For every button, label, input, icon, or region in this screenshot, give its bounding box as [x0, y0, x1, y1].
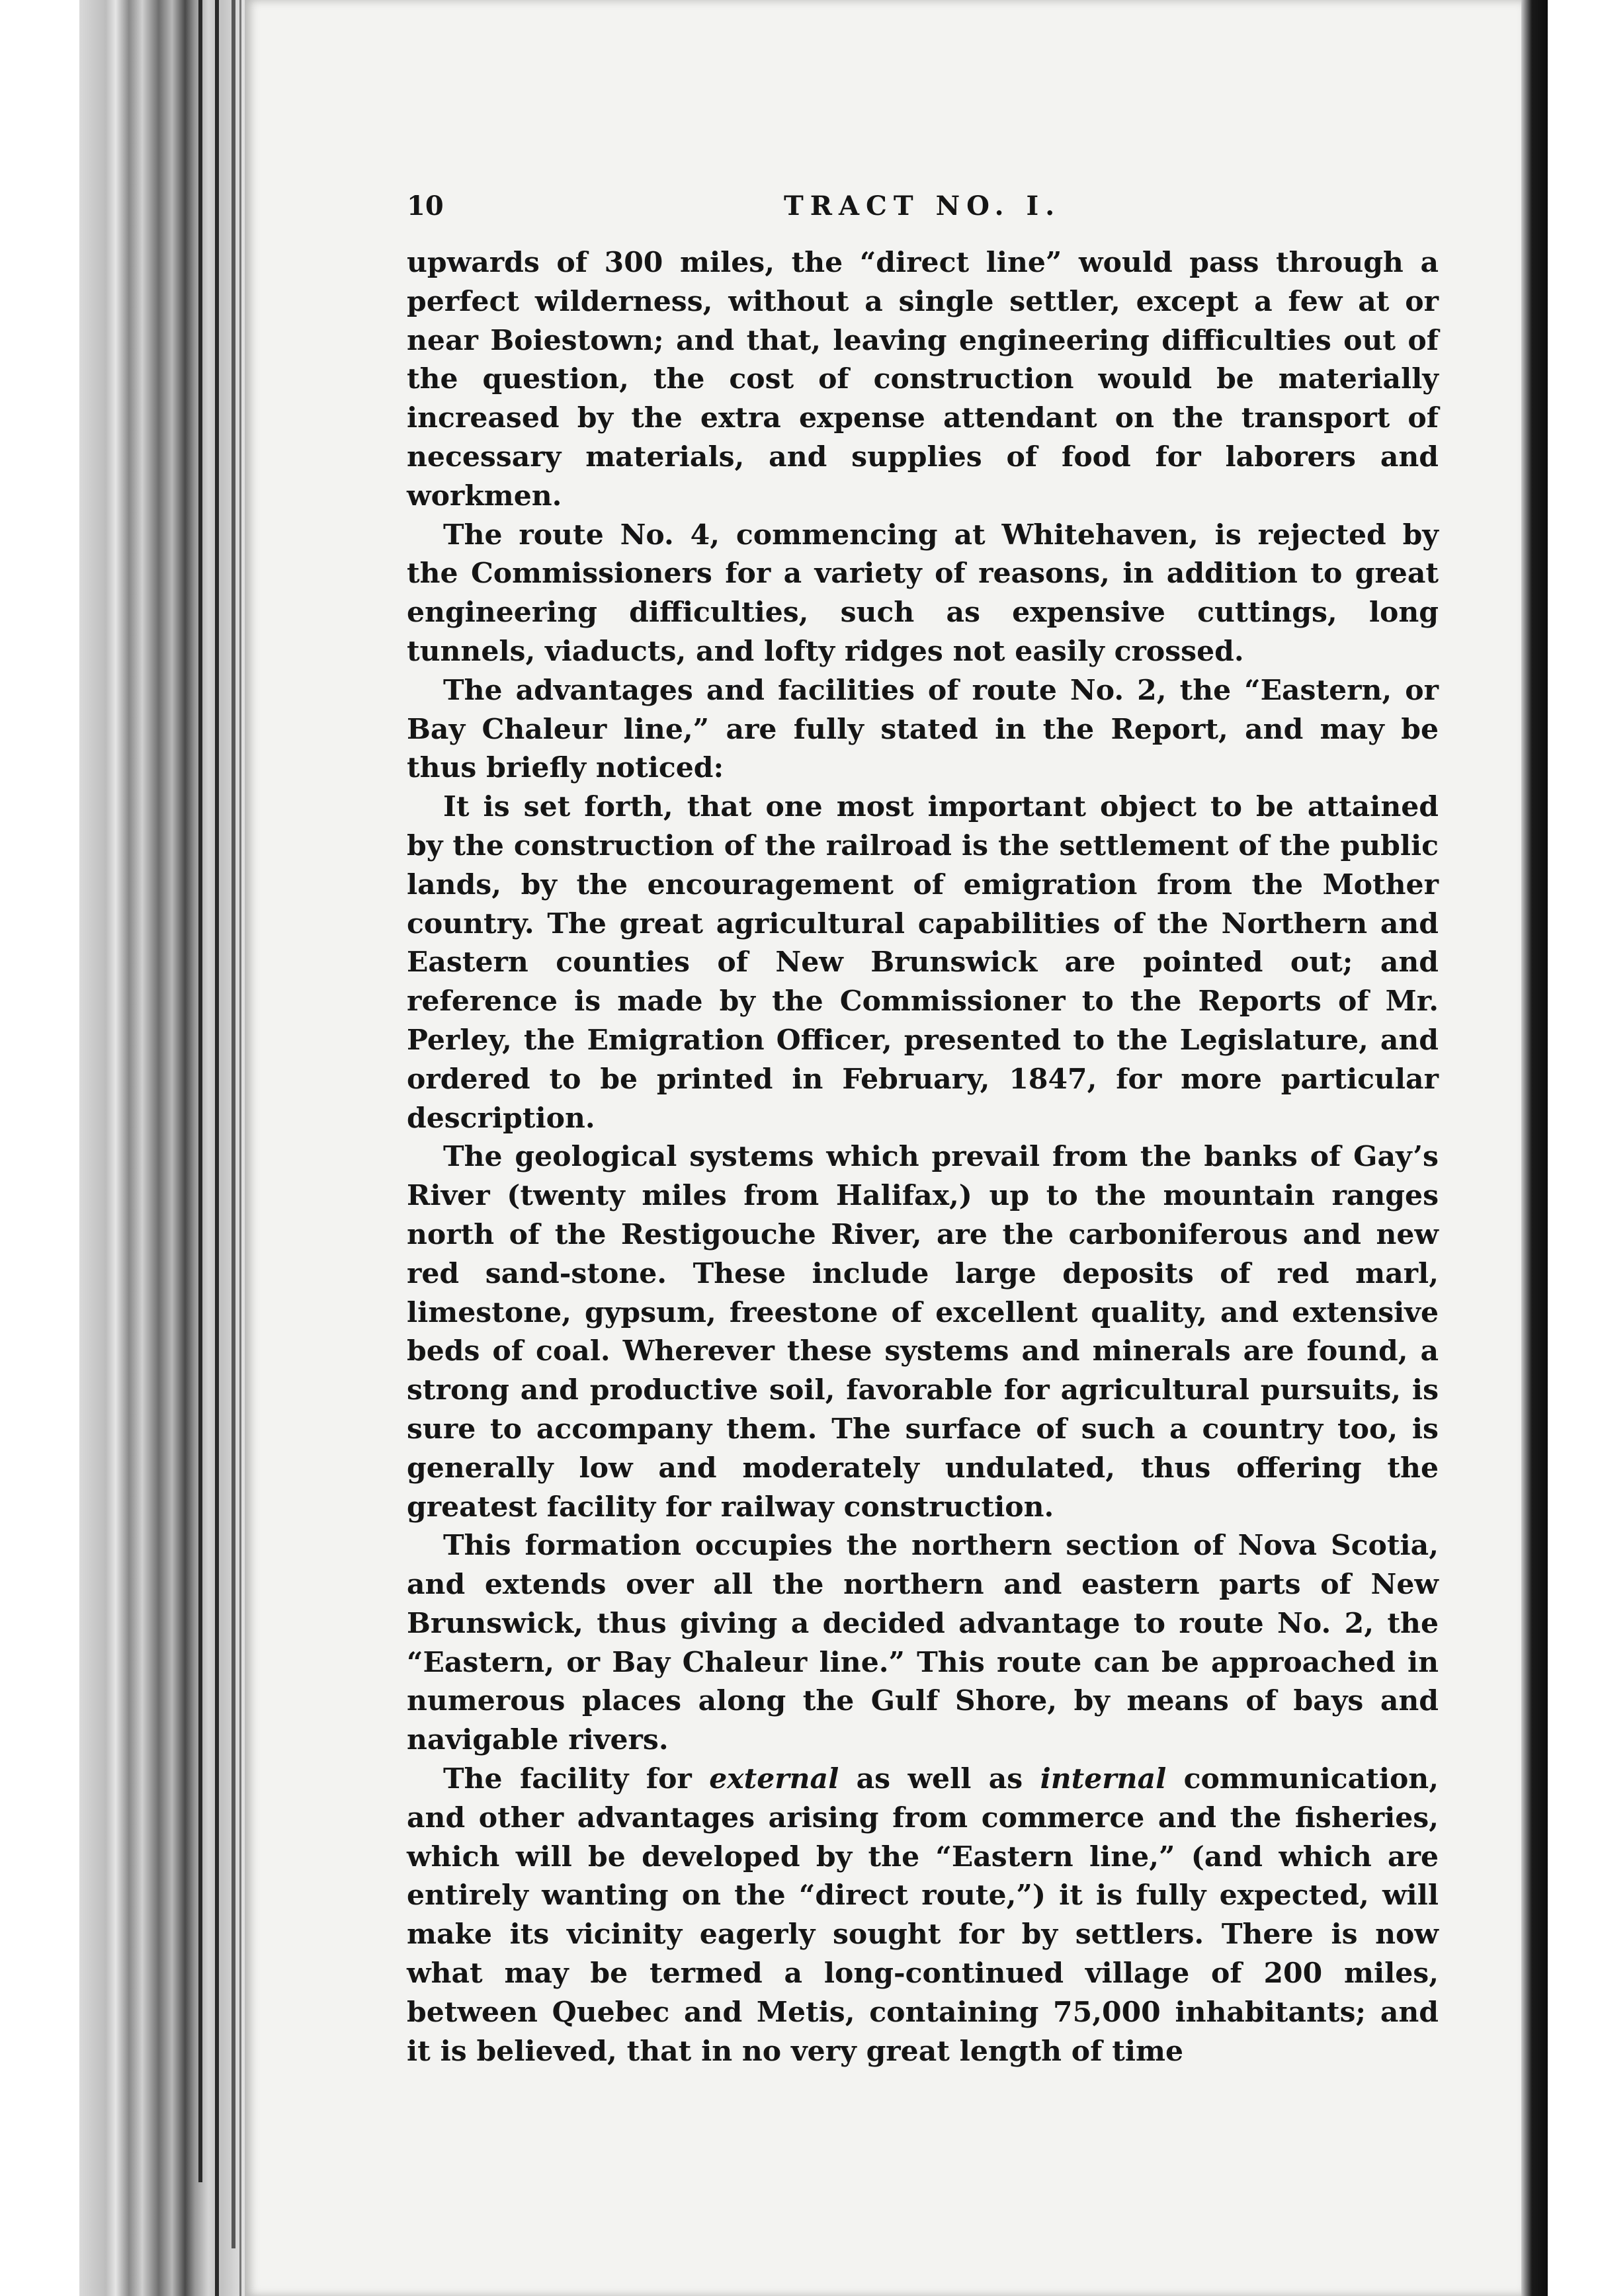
text-run: communication, and other advantages arising from commerce and the fisheries, which will be developed by the “Eastern line,” (and which are entirely wanting on the “direct route,”) it is fully expected, will make its vicinity eagerly sought for by settlers. There is now what may be termed a long-continued village of 200 miles, between Quebec and Metis, containing 75,000 inhabitants; and it is believed, that in no very great length of time	[407, 1762, 1439, 2068]
body-text	[407, 243, 1439, 2070]
text-run: The facility for	[443, 1762, 710, 1796]
text-run: This formation occupies the northern section of Nova Scotia, and extends over all the northern and eastern parts of New Brunswick, thus giving a decided advantage to route No. 2, the “Eastern, or Bay Chaleur line.” This route can be approached in numerous places along the Gulf Shore, by means of bays and navigable rivers.	[407, 1529, 1439, 1757]
scan-left-margin	[0, 0, 79, 2296]
page-edge-line	[231, 0, 235, 2248]
page-number: 10	[407, 190, 444, 222]
italic-text: internal	[1040, 1762, 1167, 1796]
paragraph	[407, 243, 1439, 516]
book-page-edges	[79, 0, 245, 2296]
page-edge-line	[198, 0, 202, 2182]
text-run: upwards of 300 miles, the “direct line” would pass through a perfect wilderness, without a single settler, except a few at or near Boiestown; and that, leaving engineering difficulties out of the question, the cost of construction would be materially increased by the extra expense attendant on the transport of necessary materials, and supplies of food for laborers and workmen.	[407, 246, 1439, 512]
italic-text: external	[709, 1762, 839, 1796]
running-title: TRACT NO. I.	[784, 190, 1062, 222]
paragraph	[407, 1760, 1439, 2070]
page-edge-line	[215, 0, 219, 2296]
paragraph	[407, 671, 1439, 788]
text-run: The route No. 4, commencing at Whitehaven, is rejected by the Commissioners for a variety of reasons, in addition to great engineering difficulties, such as expensive cuttings, long tunnels, viaducts, and lofty ridges not easily crossed.	[407, 518, 1439, 668]
paragraph	[407, 516, 1439, 671]
scan-right-margin	[1548, 0, 1598, 2296]
paragraph	[407, 788, 1439, 1137]
running-head	[407, 190, 1439, 230]
binding-edge	[1521, 0, 1548, 2296]
text-run: The advantages and facilities of route No. 2, the “Eastern, or Bay Chaleur line,” are fully stated in the Report, and may be thus briefly noticed:	[407, 673, 1439, 785]
page-edge-line	[239, 0, 241, 2296]
text-run: It is set forth, that one most important object to be attained by the construction of the railroad is the settlement of the public lands, by the encouragement of emigration from the Mother country. The great agricultural capabilities of the Northern and Eastern counties of New Brunswick are pointed out; and reference is made by the Commissioner to the Reports of Mr. Perley, the Emigration Officer, presented to the Legislature, and ordered to be printed in February, 1847, for more particular description.	[407, 790, 1439, 1135]
text-run: as well as	[839, 1762, 1040, 1796]
paragraph	[407, 1526, 1439, 1760]
paragraph	[407, 1137, 1439, 1526]
text-run: The geological systems which prevail from the banks of Gay’s River (twenty miles from Halifax,) up to the mountain ranges north of the Restigouche River, are the carboniferous and new red sand-stone. These include large deposits of red marl, limestone, gypsum, freestone of excellent quality, and extensive beds of coal. Wherever these systems and minerals are found, a strong and productive soil, favorable for agricultural pursuits, is sure to accompany them. The surface of such a country too, is generally low and moderately undulated, thus offering the greatest facility for railway construction.	[407, 1140, 1439, 1524]
